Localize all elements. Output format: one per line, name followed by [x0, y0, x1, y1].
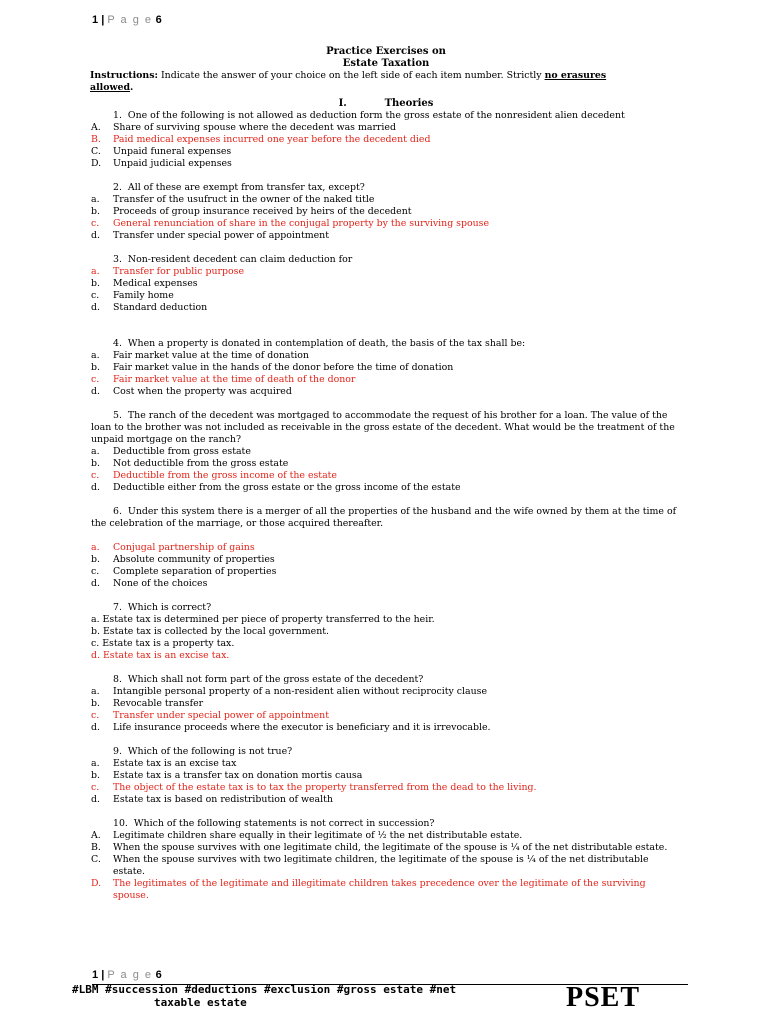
page-number-header: 1 | P a g e 6 — [92, 14, 162, 26]
answer-option — [91, 686, 681, 698]
option-text: Transfer for public purpose — [113, 266, 245, 277]
footer-brand: PSET — [566, 982, 641, 1013]
question-number: 5. — [113, 410, 122, 421]
option-letter: b. — [91, 278, 100, 289]
option-letter: b. — [91, 770, 100, 781]
question-list — [91, 110, 681, 902]
option-letter: A. — [91, 122, 101, 133]
instructions: Instructions: Indicate the answer of your choice on the left side of each item number. Strictly no erasures allowed. — [90, 70, 607, 93]
answer-option — [91, 386, 681, 398]
answer-option-correct — [91, 266, 681, 278]
question-stem — [91, 254, 681, 266]
question-number: 1. — [113, 110, 122, 121]
question-item — [91, 182, 681, 242]
option-letter: B. — [91, 134, 101, 145]
answer-option — [91, 566, 681, 578]
option-letter: D. — [91, 878, 102, 889]
option-letter: c. — [91, 782, 100, 793]
option-text: Deductible from gross estate — [113, 446, 251, 457]
option-letter: c. — [91, 470, 100, 481]
option-text: Estate tax is a transfer tax on donation mortis causa — [113, 770, 363, 781]
option-letter: a. — [91, 758, 100, 769]
answer-option — [91, 122, 681, 134]
answer-option — [91, 830, 681, 842]
section-number: I. — [338, 98, 347, 109]
option-letter: A. — [91, 830, 101, 841]
option-letter: d. — [91, 482, 100, 493]
option-text: Cost when the property was acquired — [113, 386, 292, 397]
footer-page-total: 6 — [155, 969, 162, 981]
footer-tags-line-1: #LBM #succession #deductions #exclusion #gross estate #net — [72, 983, 457, 996]
answer-option — [91, 146, 681, 158]
answer-option — [91, 794, 681, 806]
option-text: The legitimates of the legitimate and illegitimate children takes precedence over the legitimate of the surviving spouse. — [113, 878, 646, 901]
option-letter: c. — [91, 290, 100, 301]
question-text: Which of the following statements is not correct in succession? — [133, 818, 435, 829]
question-number: 4. — [113, 338, 122, 349]
option-text: Standard deduction — [113, 302, 208, 313]
instructions-text: Indicate the answer of your choice on the left side of each item number. Strictly — [157, 70, 545, 81]
option-letter: c. — [91, 374, 100, 385]
option-letter: c. — [91, 566, 100, 577]
option-text: When the spouse survives with two legitimate children, the legitimate of the spouse is ¼ of the net distributable estate. — [113, 854, 649, 877]
answer-option — [91, 482, 681, 494]
answer-option — [91, 302, 681, 314]
answer-option — [91, 770, 681, 782]
section-heading — [91, 98, 681, 110]
question-text: Which shall not form part of the gross estate of the decedent? — [127, 674, 424, 685]
option-text: Family home — [113, 290, 174, 301]
option-text: Legitimate children share equally in their legitimate of ½ the net distributable estate. — [113, 830, 523, 841]
question-stem — [91, 182, 681, 194]
option-text: Conjugal partnership of gains — [113, 542, 255, 553]
option-text: Absolute community of properties — [113, 554, 275, 565]
option-letter: c. — [91, 710, 100, 721]
answer-option — [91, 578, 681, 590]
option-text: Estate tax is an excise tax — [113, 758, 237, 769]
option-letter: a. — [91, 686, 100, 697]
option-text: General renunciation of share in the conjugal property by the surviving spouse — [113, 218, 490, 229]
question-item — [91, 674, 681, 734]
option-letter: B. — [91, 842, 101, 853]
question-stem — [91, 338, 681, 350]
option-text: None of the choices — [113, 578, 208, 589]
question-stem — [91, 818, 681, 830]
option-text: Fair market value in the hands of the donor before the time of donation — [113, 362, 454, 373]
option-letter: b. — [91, 458, 100, 469]
footer-hashtags — [72, 983, 512, 1009]
option-letter: b. — [91, 362, 100, 373]
option-text: Transfer under special power of appointment — [113, 710, 329, 721]
footer-page-num: 1 — [92, 969, 99, 981]
option-letter: b. — [91, 554, 100, 565]
question-stem — [91, 110, 681, 122]
answer-option — [91, 290, 681, 302]
question-text: All of these are exempt from transfer tax, except? — [127, 182, 365, 193]
question-number: 7. — [113, 602, 122, 613]
option-text: Fair market value at the time of donation — [113, 350, 309, 361]
option-text: The object of the estate tax is to tax the property transferred from the dead to the living. — [113, 782, 537, 793]
option-text: Not deductible from the gross estate — [113, 458, 289, 469]
answer-option — [91, 554, 681, 566]
answer-option-correct — [91, 542, 681, 554]
question-text: Non-resident decedent can claim deduction for — [127, 254, 353, 265]
question-stem — [91, 602, 681, 614]
answer-option — [91, 854, 681, 878]
question-item — [91, 110, 681, 170]
option-text: Share of surviving spouse where the decedent was married — [113, 122, 396, 133]
footer-page-word: P a g e — [107, 969, 153, 981]
question-item — [91, 818, 681, 902]
question-text: One of the following is not allowed as deduction form the gross estate of the nonresident alien decedent — [127, 110, 625, 121]
option-text: Medical expenses — [113, 278, 198, 289]
option-letter: d. — [91, 578, 100, 589]
question-item — [91, 602, 681, 662]
instructions-label: Instructions: — [90, 70, 158, 81]
option-letter: c. — [91, 218, 100, 229]
option-letter: b. — [91, 698, 100, 709]
answer-option-correct — [91, 782, 681, 794]
question-text: Which is correct? — [127, 602, 212, 613]
footer-tags-line-2: taxable estate — [154, 996, 247, 1009]
option-text: c. Estate tax is a property tax. — [91, 638, 235, 649]
instructions-emph-1: no erasures — [544, 70, 607, 81]
answer-option-correct — [91, 878, 681, 902]
option-text: When the spouse survives with one legitimate child, the legitimate of the spouse is ¼ of the net distributable estate. — [113, 842, 668, 853]
option-letter: C. — [91, 146, 101, 157]
answer-option — [91, 206, 681, 218]
option-text: Proceeds of group insurance received by heirs of the decedent — [113, 206, 412, 217]
answer-option — [91, 614, 681, 626]
answer-option-correct — [91, 134, 681, 146]
answer-option-correct — [91, 374, 681, 386]
option-text: d. Estate tax is an excise tax. — [91, 650, 230, 661]
answer-option — [91, 362, 681, 374]
option-letter: d. — [91, 302, 100, 313]
answer-option — [91, 194, 681, 206]
answer-option — [91, 278, 681, 290]
option-letter: d. — [91, 230, 100, 241]
option-letter: a. — [91, 266, 100, 277]
page-total: 6 — [155, 14, 162, 26]
option-letter: d. — [91, 794, 100, 805]
question-text: Which of the following is not true? — [127, 746, 293, 757]
answer-option — [91, 626, 681, 638]
option-letter: C. — [91, 854, 101, 865]
doc-title-2: Estate Taxation — [342, 58, 430, 69]
question-stem — [91, 410, 681, 446]
answer-option — [91, 698, 681, 710]
question-item — [91, 410, 681, 494]
question-stem — [91, 506, 681, 530]
option-letter: a. — [91, 350, 100, 361]
instructions-emph-2: allowed — [90, 82, 131, 93]
option-text: Complete separation of properties — [113, 566, 277, 577]
question-stem — [91, 746, 681, 758]
question-number: 2. — [113, 182, 122, 193]
option-text: Deductible either from the gross estate or the gross income of the estate — [113, 482, 461, 493]
option-letter: a. — [91, 194, 100, 205]
page-number-footer: 1 | P a g e 6 — [92, 969, 162, 981]
question-number: 10. — [113, 818, 128, 829]
option-text: Transfer under special power of appointment — [113, 230, 329, 241]
answer-option — [91, 350, 681, 362]
question-text: Under this system there is a merger of all the properties of the husband and the wife owned by them at the time of the celebration of the marriage, or those acquired thereafter. — [91, 506, 677, 529]
question-text: The ranch of the decedent was mortgaged to accommodate the request of his brother for a loan. The value of the loan to the brother was not included as receivable in the gross estate of the decedent. What would be the treatment of the unpaid mortgage on the ranch? — [91, 410, 675, 445]
page-word: P a g e — [107, 14, 153, 26]
option-letter: a. — [91, 446, 100, 457]
question-text: When a property is donated in contemplation of death, the basis of the tax shall be: — [127, 338, 526, 349]
option-text: Deductible from the gross income of the estate — [113, 470, 337, 481]
option-letter: a. — [91, 542, 100, 553]
answer-option-correct — [91, 218, 681, 230]
option-text: Revocable transfer — [113, 698, 204, 709]
answer-option — [91, 458, 681, 470]
question-number: 8. — [113, 674, 122, 685]
option-text: Paid medical expenses incurred one year before the decedent died — [113, 134, 431, 145]
doc-title-1: Practice Exercises on — [326, 46, 446, 57]
question-stem — [91, 674, 681, 686]
option-text: Intangible personal property of a non-resident alien without reciprocity clause — [113, 686, 488, 697]
question-item — [91, 254, 681, 314]
option-text: a. Estate tax is determined per piece of property transferred to the heir. — [91, 614, 435, 625]
question-number: 6. — [113, 506, 122, 517]
option-letter: d. — [91, 386, 100, 397]
answer-option — [91, 638, 681, 650]
answer-option — [91, 758, 681, 770]
option-letter: b. — [91, 206, 100, 217]
option-text: Transfer of the usufruct in the owner of the naked title — [113, 194, 375, 205]
option-text: Fair market value at the time of death of the donor — [113, 374, 356, 385]
section-title: Theories — [384, 98, 434, 109]
answer-option-correct — [91, 470, 681, 482]
answer-option-correct — [91, 710, 681, 722]
answer-option-correct — [91, 650, 681, 662]
answer-option — [91, 158, 681, 170]
option-text: Life insurance proceeds where the executor is beneficiary and it is irrevocable. — [113, 722, 491, 733]
answer-option — [91, 842, 681, 854]
document-body — [91, 46, 681, 902]
option-letter: D. — [91, 158, 102, 169]
option-letter: d. — [91, 722, 100, 733]
question-number: 3. — [113, 254, 122, 265]
question-item — [91, 338, 681, 398]
answer-option — [91, 446, 681, 458]
question-item — [91, 506, 681, 590]
option-text: Unpaid judicial expenses — [113, 158, 232, 169]
answer-option — [91, 230, 681, 242]
option-text: Unpaid funeral expenses — [113, 146, 232, 157]
page-num: 1 — [92, 14, 99, 26]
question-number: 9. — [113, 746, 122, 757]
question-item — [91, 746, 681, 806]
option-text: Estate tax is based on redistribution of wealth — [113, 794, 333, 805]
option-text: b. Estate tax is collected by the local government. — [91, 626, 329, 637]
answer-option — [91, 722, 681, 734]
